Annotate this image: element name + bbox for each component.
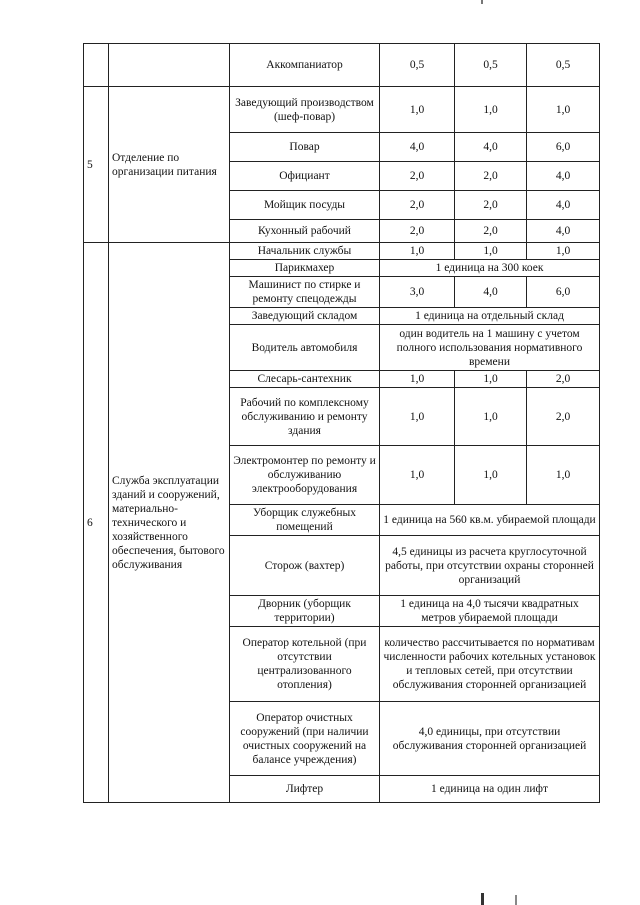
value-cell: 2,0 <box>455 191 527 220</box>
staffing-table <box>83 43 600 803</box>
value-cell: 1,0 <box>527 446 600 505</box>
position-cell: Дворник (уборщик территории) <box>230 596 380 627</box>
value-cell: 2,0 <box>380 191 455 220</box>
number-cell <box>84 44 109 87</box>
value-cell: 2,0 <box>380 162 455 191</box>
norm-note-cell: 1 единица на один лифт <box>380 776 600 803</box>
norm-note-cell: 1 единица на отдельный склад <box>380 308 600 325</box>
scan-mark-bottom-right <box>515 895 517 905</box>
department-cell: Отделение по организации питания <box>109 87 230 243</box>
value-cell: 4,0 <box>455 277 527 308</box>
position-cell: Официант <box>230 162 380 191</box>
department-cell: Служба эксплуатации зданий и сооружений, материально-технического и хозяйственного обеспечения, бытового обслуживания <box>109 243 230 803</box>
table-row <box>84 243 600 260</box>
position-cell: Оператор очистных сооружений (при наличии очистных сооружений на балансе учреждения) <box>230 702 380 776</box>
table-row <box>84 87 600 133</box>
position-cell: Оператор котельной (при отсутствии централизованного отопления) <box>230 627 380 702</box>
position-cell: Мойщик посуды <box>230 191 380 220</box>
position-cell: Парикмахер <box>230 260 380 277</box>
norm-note-cell: 4,0 единицы, при отсутствии обслуживания сторонней организацией <box>380 702 600 776</box>
norm-note-cell: один водитель на 1 машину с учетом полного использования нормативного времени <box>380 325 600 371</box>
value-cell: 1,0 <box>455 446 527 505</box>
value-cell: 1,0 <box>380 446 455 505</box>
position-cell: Аккомпаниатор <box>230 44 380 87</box>
position-cell: Электромонтер по ремонту и обслуживанию электрооборудования <box>230 446 380 505</box>
norm-note-cell: 1 единица на 300 коек <box>380 260 600 277</box>
table-row <box>84 44 600 87</box>
value-cell: 4,0 <box>380 133 455 162</box>
value-cell: 1,0 <box>380 243 455 260</box>
value-cell: 4,0 <box>527 220 600 243</box>
value-cell: 1,0 <box>380 87 455 133</box>
value-cell: 4,0 <box>527 191 600 220</box>
value-cell: 2,0 <box>455 220 527 243</box>
value-cell: 6,0 <box>527 277 600 308</box>
department-cell <box>109 44 230 87</box>
value-cell: 1,0 <box>527 243 600 260</box>
value-cell: 2,0 <box>527 388 600 446</box>
norm-note-cell: количество рассчитывается по нормативам численности рабочих котельных установок и тепловых сетей, при отсутствии обслуживания сторонней организацией <box>380 627 600 702</box>
position-cell: Машинист по стирке и ремонту спецодежды <box>230 277 380 308</box>
norm-note-cell: 1 единица на 560 кв.м. убираемой площади <box>380 505 600 536</box>
value-cell: 2,0 <box>455 162 527 191</box>
value-cell: 4,0 <box>527 162 600 191</box>
scan-mark-top <box>481 0 483 4</box>
value-cell: 1,0 <box>527 87 600 133</box>
position-cell: Уборщик служебных помещений <box>230 505 380 536</box>
value-cell: 2,0 <box>527 371 600 388</box>
number-cell: 6 <box>84 243 109 803</box>
position-cell: Рабочий по комплексному обслуживанию и ремонту здания <box>230 388 380 446</box>
position-cell: Повар <box>230 133 380 162</box>
value-cell: 1,0 <box>455 243 527 260</box>
value-cell: 0,5 <box>380 44 455 87</box>
position-cell: Кухонный рабочий <box>230 220 380 243</box>
norm-note-cell: 1 единица на 4,0 тысячи квадратных метров убираемой площади <box>380 596 600 627</box>
value-cell: 0,5 <box>455 44 527 87</box>
value-cell: 6,0 <box>527 133 600 162</box>
value-cell: 4,0 <box>455 133 527 162</box>
position-cell: Слесарь-сантехник <box>230 371 380 388</box>
number-cell: 5 <box>84 87 109 243</box>
position-cell: Заведующий производством (шеф-повар) <box>230 87 380 133</box>
position-cell: Заведующий складом <box>230 308 380 325</box>
value-cell: 1,0 <box>455 87 527 133</box>
value-cell: 1,0 <box>380 388 455 446</box>
value-cell: 2,0 <box>380 220 455 243</box>
norm-note-cell: 4,5 единицы из расчета круглосуточной работы, при отсутствии охраны сторонней организаций <box>380 536 600 596</box>
value-cell: 0,5 <box>527 44 600 87</box>
value-cell: 1,0 <box>455 371 527 388</box>
position-cell: Лифтер <box>230 776 380 803</box>
value-cell: 3,0 <box>380 277 455 308</box>
position-cell: Начальник службы <box>230 243 380 260</box>
value-cell: 1,0 <box>380 371 455 388</box>
scan-mark-bottom-left <box>481 893 484 905</box>
position-cell: Сторож (вахтер) <box>230 536 380 596</box>
value-cell: 1,0 <box>455 388 527 446</box>
position-cell: Водитель автомобиля <box>230 325 380 371</box>
